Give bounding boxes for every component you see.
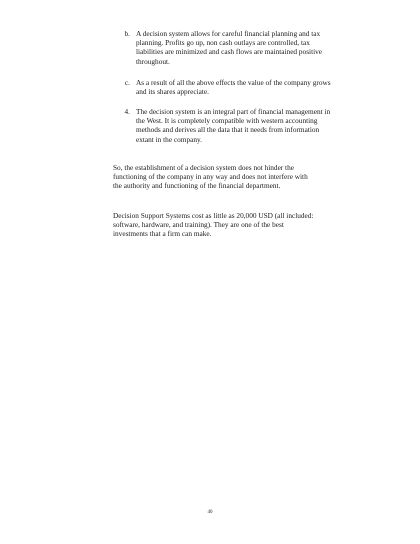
list-marker: c.	[124, 78, 130, 87]
list-item-text: The decision system is an integral part of financial management in the West. It is completely compatible with western accounting methods and derives all the data that it needs from information extant in the company.	[136, 107, 331, 144]
page-number: 40	[207, 510, 213, 515]
cost-paragraph: Decision Support Systems cost as little as 20,000 USD (all included: software, hardware, and training). They are one of the best investments that a firm can make.	[113, 211, 314, 239]
list-item-b	[113, 29, 333, 66]
list-item-4	[113, 107, 333, 144]
conclusion-paragraph: So, the establishment of a decision system does not hinder the functioning of the company in any way and does not interfere with the authority and functioning of the financial department.	[113, 163, 308, 191]
list-item-text: A decision system allows for careful financial planning and tax planning. Profits go up, non cash outlays are controlled, tax liabilities are minimized and cash flows are maintained positive throughout.	[136, 29, 323, 66]
list-item-text: As a result of all the above effects the value of the company grows and its shares appreciate.	[136, 78, 331, 97]
list-item-c	[113, 78, 333, 96]
list-marker: b.	[124, 29, 130, 38]
list-marker: 4.	[124, 107, 130, 116]
